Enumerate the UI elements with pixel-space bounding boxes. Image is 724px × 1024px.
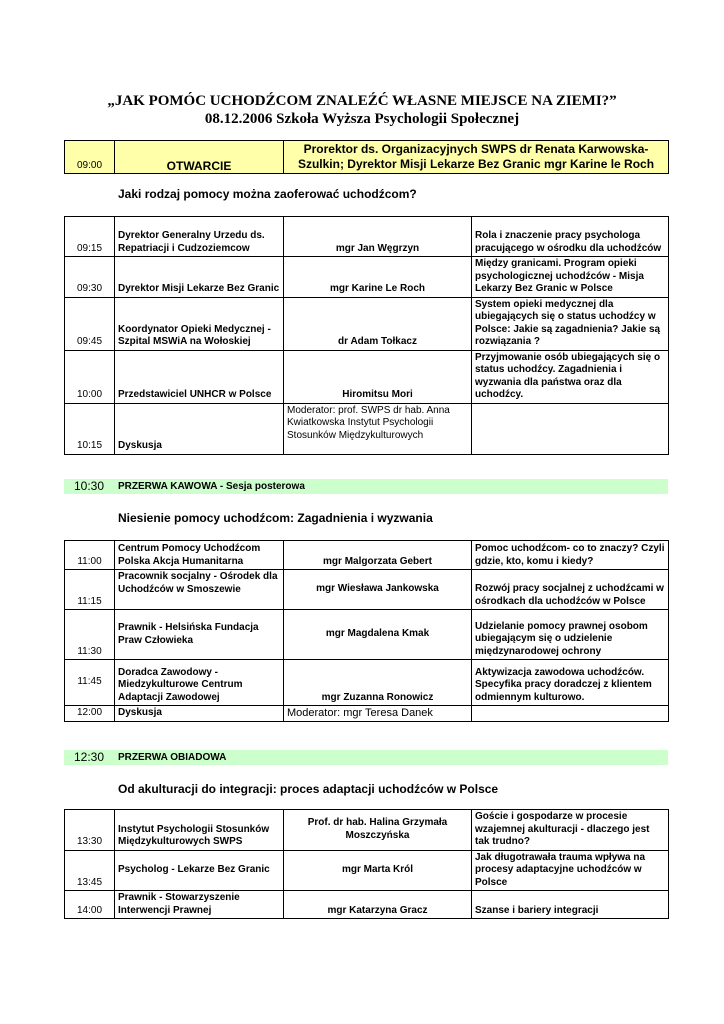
break-time: 12:30	[73, 750, 105, 764]
row-time: 09:45	[65, 297, 115, 350]
row-org: Doradca Zawodowy - Miedzykulturowe Centrum Adaptacji Zawodowej	[115, 660, 284, 706]
row-time: 09:30	[65, 257, 115, 298]
section3-heading: Od akulturacji do integracji: proces adaptacji uchodźców w Polsce	[118, 782, 499, 796]
row-topic: Jak długotrawała trauma wpływa na procesy adaptacyjne uchodźców w Polsce	[472, 850, 669, 891]
row-moderator: Moderator: mgr Teresa Danek	[284, 706, 472, 722]
table-row	[65, 810, 669, 851]
row-speaker: mgr Karine Le Roch	[284, 257, 472, 298]
row-org: Instytut Psychologii Stosunków Międzykulturowych SWPS	[115, 810, 284, 851]
table-row	[65, 610, 669, 660]
row-speaker: mgr Jan Węgrzyn	[284, 217, 472, 257]
row-time: 11:30	[65, 610, 115, 660]
row-speaker: mgr Zuzanna Ronowicz	[284, 660, 472, 706]
table-row	[65, 850, 669, 891]
section1-heading: Jaki rodzaj pomocy można zaoferować uchodźcom?	[118, 187, 417, 201]
row-topic: Rola i znaczenie pracy psychologa pracującego w ośrodku dla uchodźców	[472, 217, 669, 257]
row-org: Dyrektor Generalny Urzedu ds. Repatriacji i Cudzoziemcow	[115, 217, 284, 257]
section2-heading: Niesienie pomocy uchodźcom: Zagadnienia i wyzwania	[118, 511, 433, 525]
row-speaker: Hiromitsu Mori	[284, 350, 472, 403]
row-org: Psycholog - Lekarze Bez Granic	[115, 850, 284, 891]
row-org: Dyrektor Misji Lekarze Bez Granic	[115, 257, 284, 298]
row-time: 13:30	[65, 810, 115, 851]
lunch-break-bar	[64, 750, 668, 765]
row-speaker: mgr Marta Król	[284, 850, 472, 891]
row-moderator: Moderator: prof. SWPS dr hab. Anna Kwiatkowska Instytut Psychologii Stosunków Międzykulturowych	[284, 403, 472, 454]
table-row	[65, 891, 669, 919]
row-topic: Aktywizacja zawodowa uchodźców. Specyfika pracy doradczej z klientem odmiennym kulturowo.	[472, 660, 669, 706]
break-label: PRZERWA KAWOWA - Sesja posterowa	[118, 481, 305, 492]
row-org: Koordynator Opieki Medycznej - Szpital MSWiA na Wołoskiej	[115, 297, 284, 350]
table-row	[65, 660, 669, 706]
row-time: 11:45	[65, 660, 115, 706]
row-speaker: mgr Katarzyna Gracz	[284, 891, 472, 919]
row-topic: Przyjmowanie osób ubiegających się o status uchodźcy. Zagadnienia i wyzwania dla państwa oraz dla uchodźcy.	[472, 350, 669, 403]
row-speaker: mgr Malgorzata Gebert	[284, 541, 472, 570]
section3-table	[64, 809, 669, 919]
row-time: 14:00	[65, 891, 115, 919]
row-org: Prawnik - Helsińska Fundacja Praw Człowieka	[115, 610, 284, 660]
section1-table	[64, 216, 669, 455]
row-time: 10:00	[65, 350, 115, 403]
row-org: Przedstawiciel UNHCR w Polsce	[115, 350, 284, 403]
opening-time: 09:00	[65, 141, 115, 174]
row-time: 10:15	[65, 403, 115, 454]
opening-label: OTWARCIE	[115, 141, 284, 174]
table-row	[65, 570, 669, 610]
page-title: „JAK POMÓC UCHODŹCOM ZNALEŹĆ WŁASNE MIEJSCE NA ZIEMI?”	[107, 93, 617, 109]
table-row	[65, 403, 669, 454]
row-speaker: Prof. dr hab. Halina Grzymała Moszczyńska	[284, 810, 472, 851]
table-row	[65, 541, 669, 570]
row-time: 11:15	[65, 570, 115, 610]
break-label: PRZERWA OBIADOWA	[118, 752, 227, 763]
row-topic: Między granicami. Program opieki psychologicznej uchodźców - Misja Lekarzy Bez Granic w Polsce	[472, 257, 669, 298]
break-time: 10:30	[73, 479, 105, 493]
row-org: Pracownik socjalny - Ośrodek dla Uchodźców w Smoszewie	[115, 570, 284, 610]
row-topic: Goście i gospodarze w procesie wzajemnej akulturacji - dlaczego jest tak trudno?	[472, 810, 669, 851]
row-speaker: dr Adam Tołkacz	[284, 297, 472, 350]
opening-table	[64, 140, 669, 174]
row-speaker: mgr Wiesława Jankowska	[284, 570, 472, 610]
row-topic	[472, 403, 669, 454]
table-row	[65, 257, 669, 298]
row-topic: Rozwój pracy socjalnej z uchodźcami w ośrodkach dla uchodźców w Polsce	[472, 570, 669, 610]
page-subtitle: 08.12.2006 Szkoła Wyższa Psychologii Społecznej	[204, 111, 520, 127]
row-topic: Udzielanie pomocy prawnej osobom ubiegającym się o udzielenie międzynarodowej ochrony	[472, 610, 669, 660]
row-speaker: mgr Magdalena Kmak	[284, 610, 472, 660]
row-time: 11:00	[65, 541, 115, 570]
row-org: Prawnik - Stowarzyszenie Interwencji Prawnej	[115, 891, 284, 919]
table-row	[65, 297, 669, 350]
row-topic: System opieki medycznej dla ubiegających się o status uchodźcy w Polsce: Jakie są zagadnienia? Jakie są rozwiązania ?	[472, 297, 669, 350]
section2-table	[64, 540, 669, 722]
row-topic: Szanse i bariery integracji	[472, 891, 669, 919]
opening-description: Prorektor ds. Organizacyjnych SWPS dr Renata Karwowska-Szulkin; Dyrektor Misji Lekarze Bez Granic mgr Karine le Roch	[284, 141, 669, 174]
row-time: 09:15	[65, 217, 115, 257]
table-row	[65, 217, 669, 257]
row-org: Centrum Pomocy Uchodźcom Polska Akcja Humanitarna	[115, 541, 284, 570]
row-org: Dyskusja	[115, 706, 284, 722]
row-org: Dyskusja	[115, 403, 284, 454]
row-topic	[472, 706, 669, 722]
table-row	[65, 706, 669, 722]
table-row	[65, 350, 669, 403]
row-time: 12:00	[65, 706, 115, 722]
coffee-break-bar	[64, 479, 668, 494]
row-time: 13:45	[65, 850, 115, 891]
row-topic: Pomoc uchodźcom- co to znaczy? Czyli gdzie, kto, komu i kiedy?	[472, 541, 669, 570]
